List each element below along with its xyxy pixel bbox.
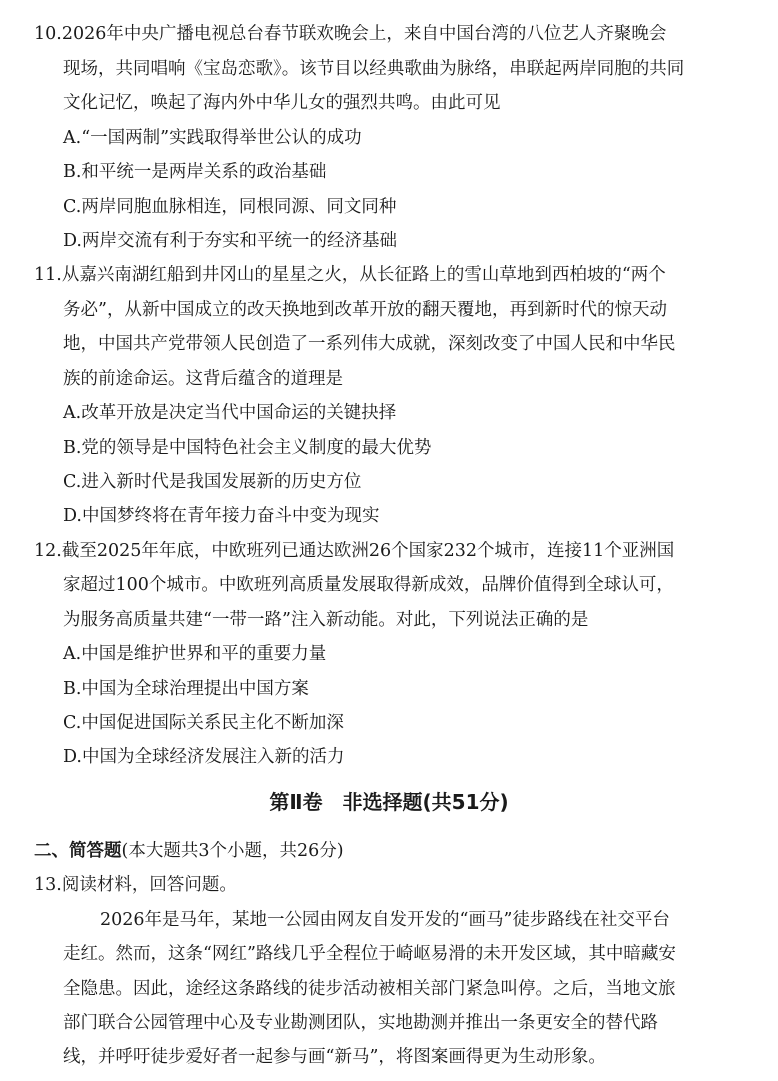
question-10-option-d[interactable]: D.两岸交流有利于夯实和平统一的经济基础 [63,231,397,251]
material-paragraph-line-4: 部门联合公园管理中心及专业勘测团队，实地勘测并推出一条更安全的替代路 [63,1013,658,1033]
question-11-option-c[interactable]: C.进入新时代是我国发展新的历史方位 [63,472,362,492]
material-paragraph-line-3: 全隐患。因此，途经这条路线的徒步活动被相关部门紧急叫停。之后，当地文旅 [63,979,676,999]
question-12-line-2: 家超过100个城市。中欧班列高质量发展取得新成效，品牌价值得到全球认可， [63,575,674,595]
question-12-line-1: 12.截至2025年年底，中欧班列已通达欧洲26个国家232个城市，连接11个亚洲国 [34,541,675,561]
volume-heading: 第Ⅱ卷 非选择题(共51分) [269,790,509,814]
question-11-option-b[interactable]: B.党的领导是中国特色社会主义制度的最大优势 [63,438,432,458]
question-11-option-d[interactable]: D.中国梦终将在青年接力奋斗中变为现实 [63,506,380,526]
question-10-line-2: 现场，共同唱响《宝岛恋歌》。该节目以经典歌曲为脉络，串联起两岸同胞的共同 [63,59,685,79]
question-10-line-3: 文化记忆，唤起了海内外中华儿女的强烈共鸣。由此可见 [63,93,501,113]
question-12-option-d[interactable]: D.中国为全球经济发展注入新的活力 [63,747,345,767]
question-11-line-2: 务必”，从新中国成立的改天换地到改革开放的翻天覆地，再到新时代的惊天动 [63,300,667,320]
question-11-option-a[interactable]: A.改革开放是决定当代中国命运的关键抉择 [63,403,397,423]
question-13-prompt: 13.阅读材料，回答问题。 [34,875,237,895]
material-paragraph-line-1: 2026年是马年，某地一公园由网友自发开发的“画马”徒步路线在社交平台 [100,910,670,930]
section-note: (本大题共3个小题，共26分) [121,841,344,861]
section-title-label: 二、简答题 [34,841,122,861]
question-10-option-b[interactable]: B.和平统一是两岸关系的政治基础 [63,162,327,182]
question-12-option-b[interactable]: B.中国为全球治理提出中国方案 [63,679,309,699]
material-paragraph-line-2: 走红。然而，这条“网红”路线几乎全程位于崎岖易滑的未开发区域，其中暗藏安 [63,944,676,964]
question-12-option-c[interactable]: C.中国促进国际关系民主化不断加深 [63,713,344,733]
question-10-line-1: 10.2026年中央广播电视总台春节联欢晚会上，来自中国台湾的八位艺人齐聚晚会 [34,24,667,44]
question-10-option-a[interactable]: A.“一国两制”实践取得举世公认的成功 [63,128,362,148]
question-11-line-4: 族的前途命运。这背后蕴含的道理是 [63,369,343,389]
question-12-line-3: 为服务高质量共建“一带一路”注入新动能。对此，下列说法正确的是 [63,610,589,630]
question-10-option-c[interactable]: C.两岸同胞血脉相连，同根同源、同文同种 [63,197,397,217]
material-paragraph-line-5: 线，并呼吁徒步爱好者一起参与画“新马”，将图案画得更为生动形象。 [63,1047,606,1067]
question-11-line-3: 地，中国共产党带领人民创造了一系列伟大成就，深刻改变了中国人民和中华民 [63,334,676,354]
question-11-line-1: 11.从嘉兴南湖红船到井冈山的星星之火，从长征路上的雪山草地到西柏坡的“两个 [34,265,666,285]
section-title [34,839,344,863]
question-12-option-a[interactable]: A.中国是维护世界和平的重要力量 [63,644,327,664]
